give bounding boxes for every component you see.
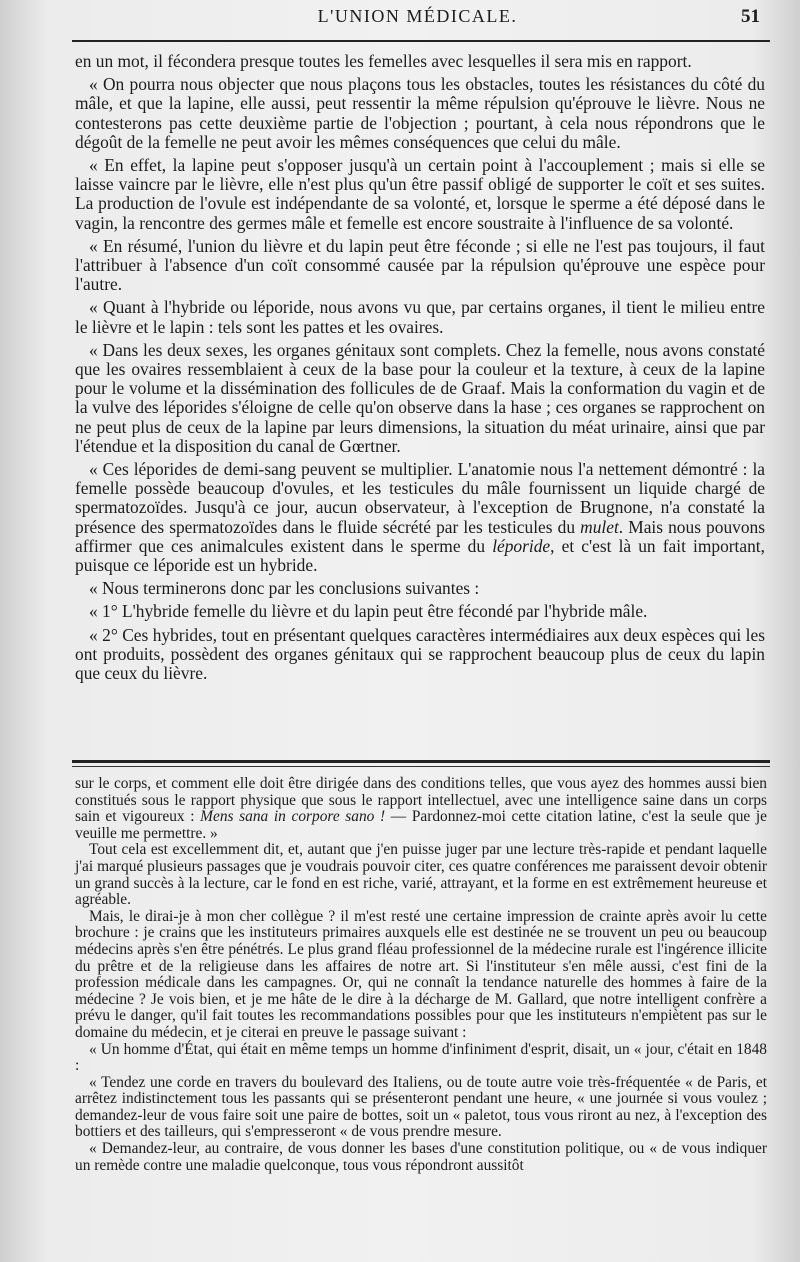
paragraph: « On pourra nous objecter que nous plaçons tous les obstacles, toutes les résistances du côté du mâle, et que la lapine, elle aussi, peut ressentir la même répulsion qu'éprouve le lièvre. Nous ne contesterons pas cette deuxième partie de l'objection ; pourtant, à cela nous répondrons que le dégoût de la femelle ne peut avoir les mêmes conséquences que celui du mâle.: [75, 74, 765, 152]
quote-paragraph: « Tendez une corde en travers du boulevard des Italiens, ou de toute autre voie très-fréquentée « de Paris, et arrêtez indistinctement tous les passants qui se présenteront pendant une heure, « une journée si vous voulez ; demandez-leur de vous faire soit une paire de bottes, soit un « paletot, tous vous riront au nez, à l'exception des bottiers et des tailleurs, qui s'empresseront « de vous prendre mesure.: [75, 1073, 767, 1141]
main-article: [75, 52, 765, 683]
quote-paragraph: « Demandez-leur, au contraire, de vous donner les bases d'une constitution politique, ou « de vous indiquer un remède contre une maladie quelconque, tous vous répondront aussitôt: [75, 1140, 767, 1174]
running-title: L'UNION MÉDICALE.: [317, 6, 518, 26]
text-run: , et c'est là un fait important, puisque ce léporide est un hybride.: [75, 535, 765, 576]
italic-term: léporide: [492, 535, 551, 556]
text-run: — Pardonnez-moi cette citation latine, c'est la seule que je veuille me permettre. »: [75, 808, 767, 842]
latin-quote: Mens sana in corpore sano !: [200, 808, 386, 826]
page-number: 51: [741, 6, 760, 27]
feuilleton-rule-thick: [72, 760, 770, 763]
paragraph: Tout cela est excellemment dit, et, autant que j'en puisse juger par une lecture très-rapide et pendant laquelle j'ai marqué plusieurs passages que je voudrais pouvoir citer, ces quatre conférences me paraissent devoir obtenir un grand succès à la lecture, car le fond en est riche, varié, attrayant, et la forme en est extrêmement heureuse et agréable.: [75, 841, 767, 909]
text-run: « Ces léporides de demi-sang peuvent se multiplier. L'anatomie nous l'a nettement démontré : la femelle possède beaucoup d'ovules, et les testicules du mâle fournissent un liquide chargé de spermatozoïdes. Jusqu'à ce jour, aucun observateur, à l'exception de Brugnone, n'a constaté la présence des spermatozoïdes dans le fluide sécrété par les testicules du: [75, 459, 765, 537]
paragraph: « Nous terminerons donc par les conclusions suivantes :: [89, 578, 480, 599]
paragraph: « En effet, la lapine peut s'opposer jusqu'à un certain point à l'accouplement ; mais si elle se laisse vaincre par le lièvre, elle n'est plus qu'un être passif obligé de supporter le coït et ses suites. La production de l'ovule est indépendante de sa volonté, et, lorsque le sperme a été déposé dans le vagin, la rencontre des germes mâle et femelle est encore soustraite à l'influence de sa volonté.: [75, 155, 765, 233]
paragraph: Mais, le dirai-je à mon cher collègue ? il m'est resté une certaine impression de crainte après avoir lu cette brochure : je crains que les instituteurs primaires auxquels elle est destinée ne se trouvent un peu ou beaucoup médecins après s'en être pénétrés. Le plus grand fléau professionnel de la médecine rurale est l'ingérence illicite du prêtre et de la religieuse dans les affaires de notre art. Si l'instituteur s'en mêle aussi, c'est fini de la profession médicale dans les campagnes. Or, qui ne connaît la tendance naturelle des hommes à faire de la médecine ? Je vois bien, et je me hâte de le dire à la décharge de M. Gallard, que notre intelligent confrère a prévu le danger, qu'il fait toutes les recommandations possibles pour que les instituteurs n'empiètent pas sur le domaine du médecin, et je citerai en preuve le passage suivant :: [75, 907, 767, 1041]
feuilleton-section: [75, 776, 767, 1174]
paragraph: [75, 460, 765, 575]
paragraph: « En résumé, l'union du lièvre et du lapin peut être féconde ; si elle ne l'est pas toujours, il faut l'attribuer à l'absence d'un coït consommé causée par la répulsion qu'éprouve une espèce pour l'autre.: [75, 235, 765, 295]
paragraph: « 2° Ces hybrides, tout en présentant quelques caractères intermédiaires aux deux espèces qui les ont produits, possèdent des organes génitaux qui se rapprochent beaucoup plus de ceux du lapin que ceux du lièvre.: [75, 624, 765, 684]
page-header: [75, 6, 760, 36]
paragraph: en un mot, il fécondera presque toutes les femelles avec lesquelles il sera mis en rapport.: [75, 51, 692, 71]
feuilleton-rule-thin: [72, 766, 770, 767]
header-rule: [72, 40, 770, 42]
paragraph: [75, 776, 767, 842]
italic-term: mulet: [580, 516, 619, 537]
text-run: sur le corps, et comment elle doit être dirigée dans des conditions telles, que vous ayez des hommes aussi bien constitués sous le rapport physique que sous le rapport intellectuel, avec une intelligence saine dans un corps sain et vigoureux :: [75, 775, 767, 826]
quote-paragraph: « Un homme d'État, qui était en même temps un homme d'infiniment d'esprit, disait, un « jour, c'était en 1848 :: [75, 1040, 767, 1075]
text-run: . Mais nous pouvons affirmer que ces animalcules existent dans le sperme du: [75, 516, 765, 556]
paragraph: « Quant à l'hybride ou léporide, nous avons vu que, par certains organes, il tient le milieu entre le lièvre et le lapin : tels sont les pattes et les ovaires.: [75, 297, 765, 337]
paragraph: « 1° L'hybride femelle du lièvre et du lapin peut être fécondé par l'hybride mâle.: [89, 601, 648, 622]
paragraph: « Dans les deux sexes, les organes génitaux sont complets. Chez la femelle, nous avons constaté que les ovaires ressemblaient à ceux de la base pour la couleur et la texture, à ceux de la lapine pour le volume et la dissémination des follicules de de Graaf. Mais la conformation du vagin et de la vulve des léporides s'éloigne de celle qu'on observe dans la hase ; ces organes se rapprochent on ne peut plus de ceux de la lapine par leurs dimensions, la situation du méat urinaire, ainsi que par l'étendue et la disposition du canal de Gœrtner.: [75, 339, 765, 456]
